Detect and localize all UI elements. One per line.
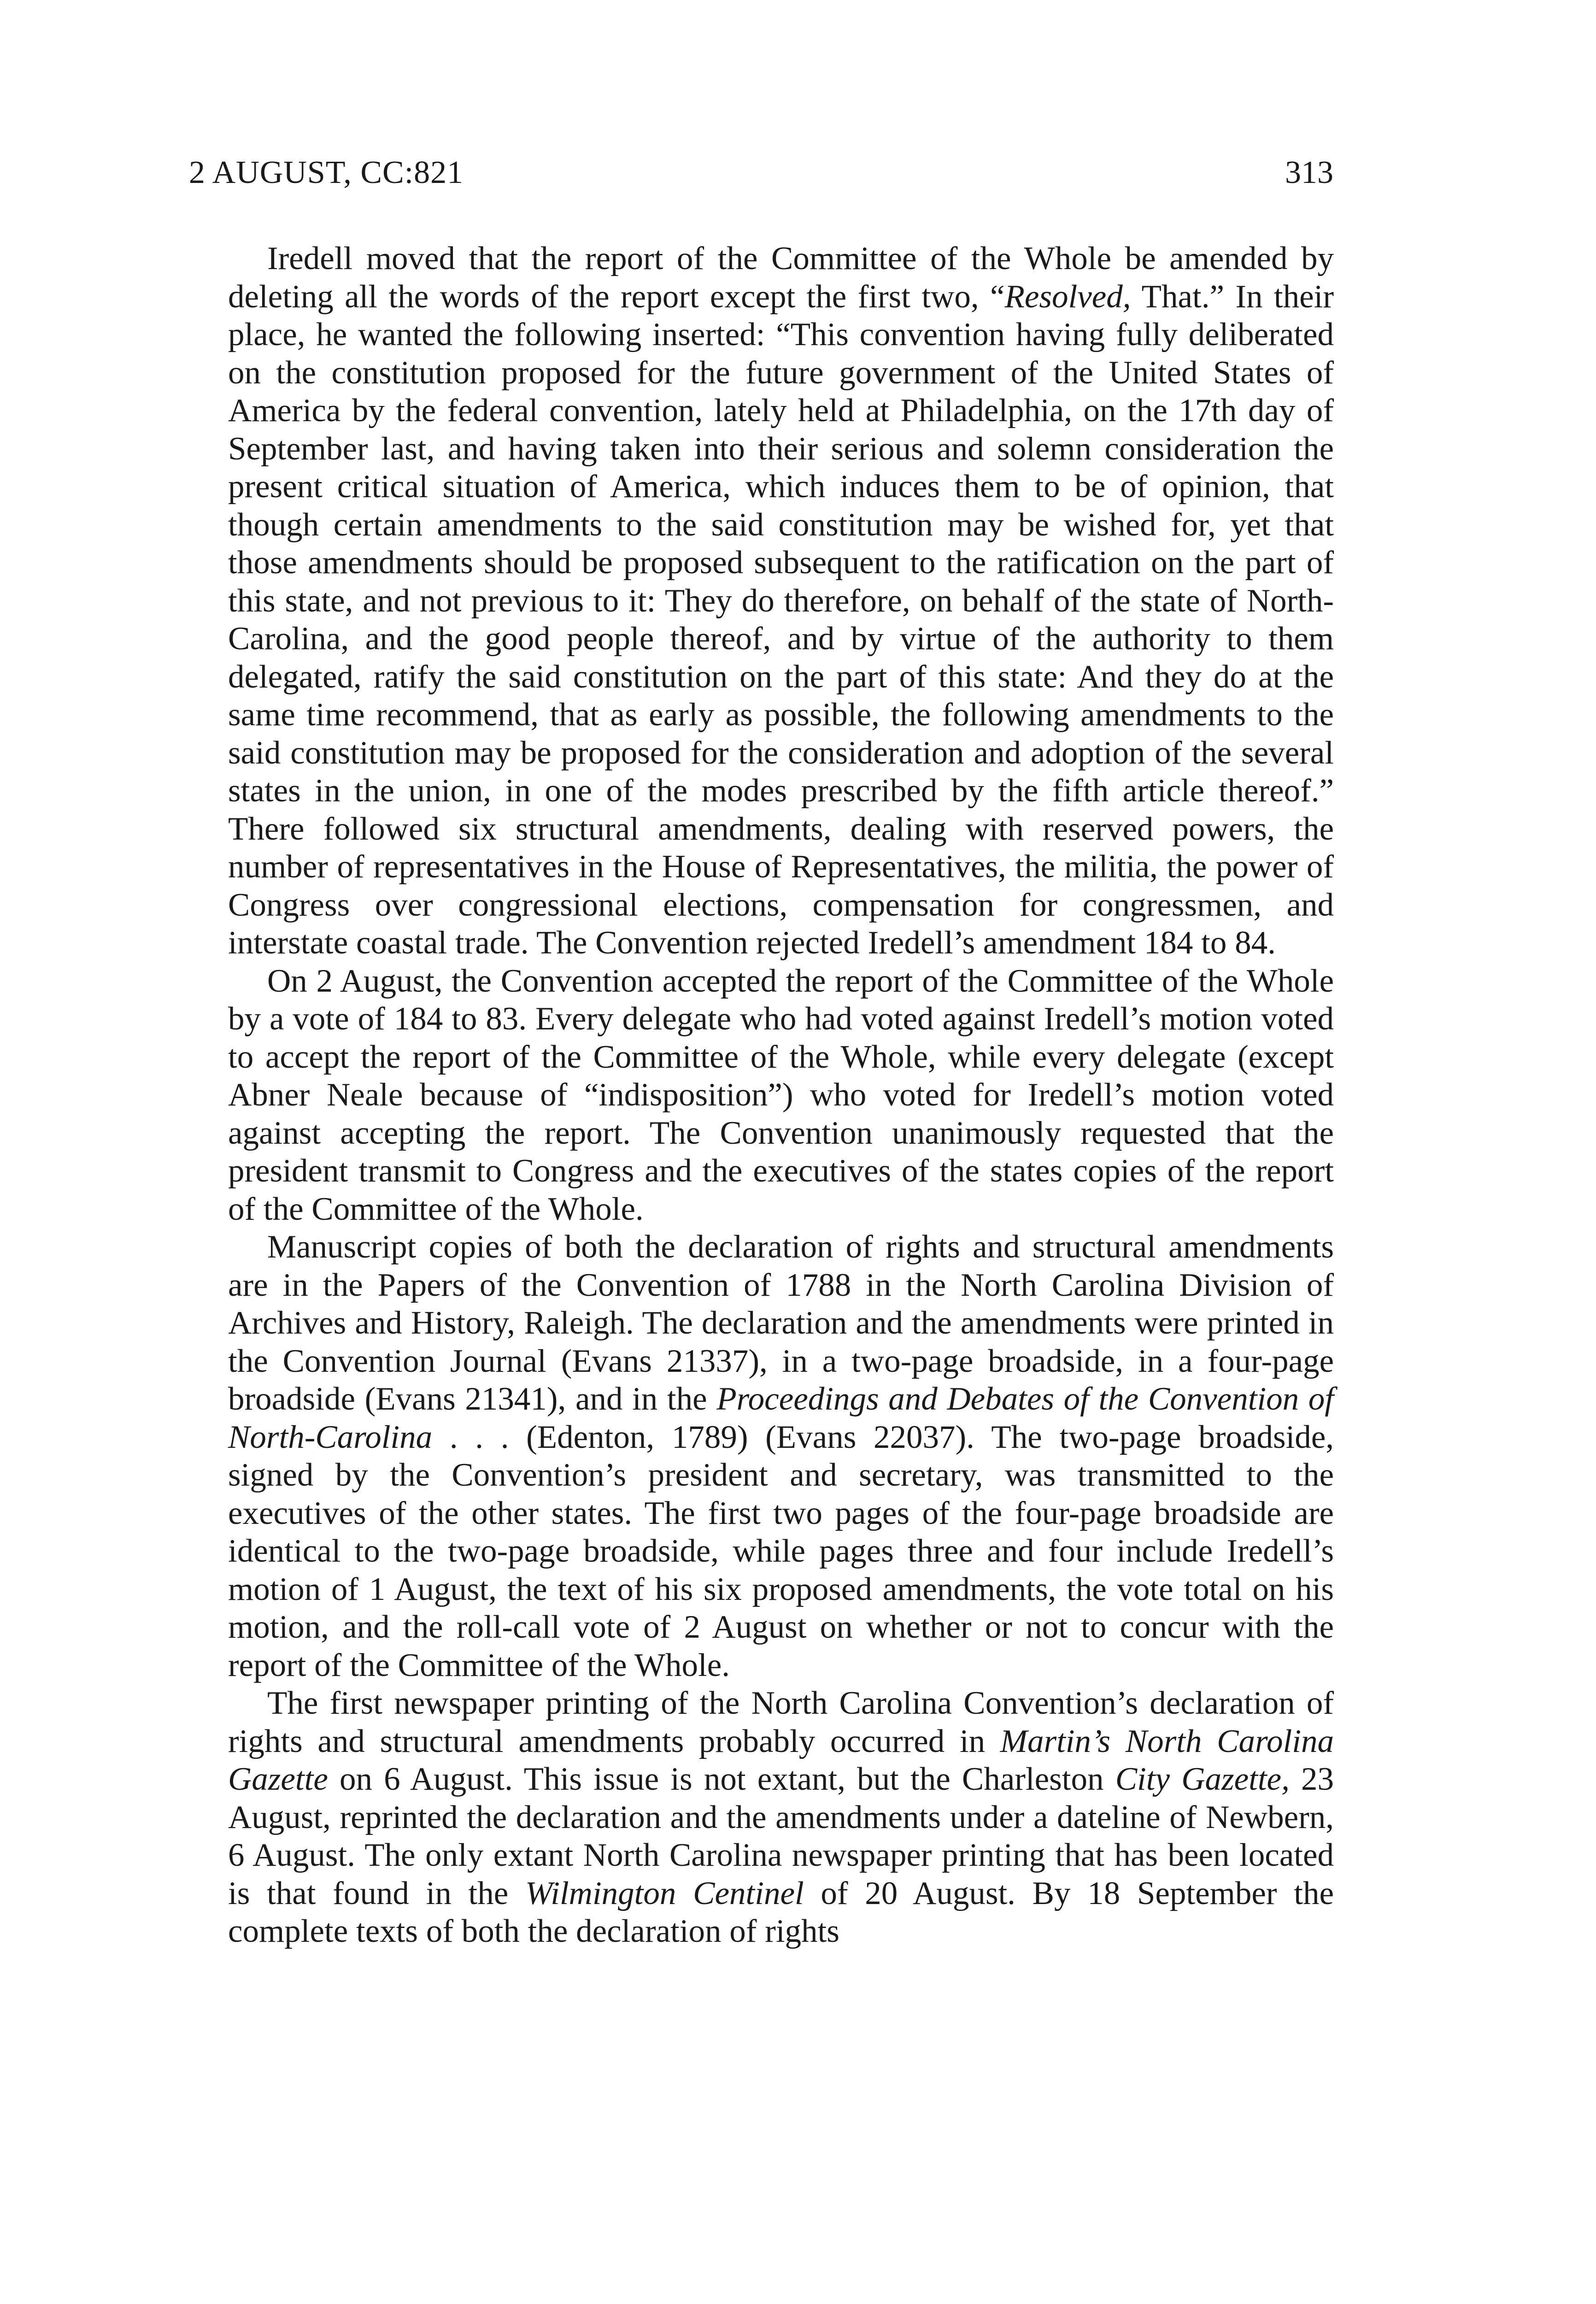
page-number: 313 [1285, 155, 1333, 190]
body-text [228, 240, 1334, 1951]
paragraph-1 [228, 240, 1334, 962]
italic-title: City Gazette, [1115, 1761, 1290, 1797]
text-run: on 6 August. This issue is not extant, but the Charleston [328, 1761, 1115, 1797]
italic-title: Proceedings and Debates of the Convention of North-Carolina [228, 1381, 1334, 1455]
text-run: The first newspaper printing of the North Carolina Convention’s declaration of rights and structural amendments probably occurred in [228, 1685, 1334, 1759]
paragraph-3 [228, 1228, 1334, 1684]
text-run: 23 August, reprinted the declaration and the amendments under a dateline of Newbern, 6 August. The only extant North Carolina newspaper printing that has been located is that found in the [228, 1761, 1334, 1911]
text-run: Manuscript copies of both the declaration of rights and structural amendments are in the Papers of the Convention of 1788 in the North Carolina Division of Archives and History, Raleigh. The declaration and the amendments were printed in the Convention Journal (Evans 21337), in a two-page broadside, in a four-page broadside (Evans 21341), and in the [228, 1229, 1334, 1417]
text-run: of 20 August. By 18 September the complete texts of both the declaration of rights [228, 1875, 1334, 1949]
italic-title: Wilmington Centinel [525, 1875, 804, 1911]
paragraph-4 [228, 1684, 1334, 1951]
text-run: On 2 August, the Convention accepted the report of the Committee of the Whole by a vote of 184 to 83. Every delegate who had voted against Iredell’s motion voted to accept the report of the Committee of the Whole, while every delegate (except Abner Neale because of “indisposition”) who voted for Iredell’s motion voted against accepting the report. The Convention unanimously requested that the president transmit to Congress and the executives of the states copies of the report of the Committee of the Whole. [228, 963, 1334, 1227]
italic-title: Resolved, [1004, 278, 1131, 315]
italic-title: Martin’s North Carolina Gazette [228, 1723, 1334, 1797]
text-run: That.” In their place, he wanted the following inserted: “This convention having fully deliberated on the constitution proposed for the future government of the United States of America by the federal convention, lately held at Philadelphia, on the 17th day of September last, and having taken into their serious and solemn consideration the present critical situation of America, which induces them to be of opinion, that though certain amendments to the said constitution may be wished for, yet that those amendments should be proposed subsequent to the ratification on the part of this state, and not previous to it: They do therefore, on behalf of the state of North-Carolina, and the good people thereof, and by virtue of the authority to them delegated, ratify the said constitution on the part of this state: And they do at the same time recommend, that as early as possible, the following amendments to the said constitution may be proposed for the consideration and adoption of the several states in the union, in one of the modes prescribed by the fifth article thereof.” There followed six structural amendments, dealing with reserved powers, the number of representatives in the House of Representatives, the militia, the power of Congress over congressional elections, compensation for congressmen, and interstate coastal trade. The Convention rejected Iredell’s amendment 184 to 84. [228, 278, 1334, 961]
text-run: Iredell moved that the report of the Committee of the Whole be amended by deleting all the words of the report except the first two, “ [228, 241, 1334, 315]
running-head [0, 0, 1596, 230]
running-head-date: 2 AUGUST, CC:821 [189, 155, 464, 190]
text-run: . . . (Edenton, 1789) (Evans 22037). The two-page broadside, signed by the Convention’s president and secretary, was transmitted to the executives of the other states. The first two pages of the four-page broadside are identical to the two-page broadside, while pages three and four include Iredell’s motion of 1 August, the text of his six proposed amendments, the vote total on his motion, and the roll-call vote of 2 August on whether or not to concur with the report of the Committee of the Whole. [228, 1419, 1334, 1683]
paragraph-2 [228, 962, 1334, 1228]
